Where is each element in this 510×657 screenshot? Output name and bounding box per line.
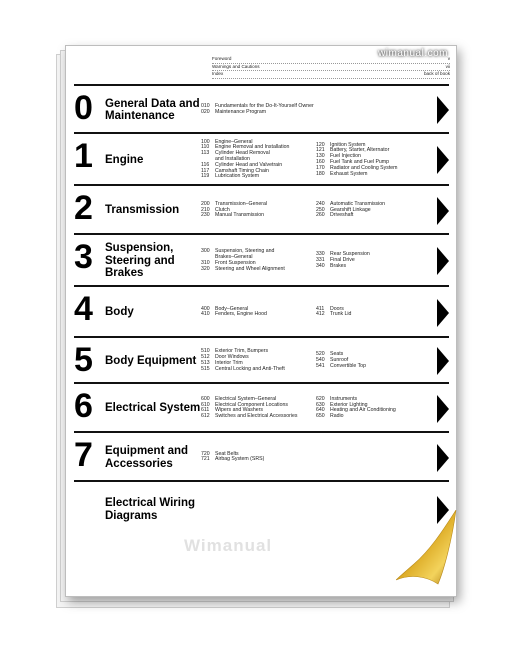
subsection-text: Instruments [330,395,358,402]
subsection-item [316,414,396,420]
subsection-text: Suspension, Steering and [215,248,275,255]
subsection-text: Brakes [330,262,347,269]
subsection-text: Fenders, Engine Hood [215,311,267,318]
subsection-code: 240 [316,200,325,207]
subsection-text: Transmission–General [215,200,267,207]
subsection-text: Radiator and Cooling System [330,164,398,171]
section-number: 6 [74,387,93,425]
section-title: Suspension, Steering and Brakes [105,242,175,280]
subsection-item [316,364,366,370]
subsection-column [201,249,285,272]
subsection-code: 010 [201,103,210,110]
subsection-item [201,174,289,180]
subsection-item [201,267,285,273]
subsection-code: 600 [201,395,210,402]
front-matter-page: v [447,56,450,61]
section-title: Equipment and Accessories [105,445,189,470]
subsection-item [201,414,297,420]
subsection-column [201,349,285,372]
section-tab-arrow-icon[interactable] [437,347,449,375]
subsection-code: 540 [316,357,325,364]
subsection-code: 250 [316,206,325,213]
subsection-code: 510 [201,348,210,355]
section-tab-arrow-icon[interactable] [437,395,449,423]
section-7[interactable] [74,431,449,482]
subsection-text: Heating and Air Conditioning [330,407,396,414]
subsection-code: 260 [316,212,325,219]
subsection-text: Electrical Component Locations [215,401,288,408]
section-title: General Data and Maintenance [105,97,200,122]
subsection-text: Interior Trim [215,359,243,366]
section-title: Electrical System [105,402,201,415]
subsection-item [201,367,285,373]
section-4[interactable] [74,285,449,338]
subsection-code: 130 [316,153,325,160]
section-number: 3 [74,238,93,276]
section-6[interactable] [74,382,449,433]
section-title: Transmission [105,204,180,217]
subsection-text: Central Locking and Anti-Theft [215,365,285,372]
section-3[interactable] [74,233,449,287]
subsection-code: 020 [201,108,210,115]
subsection-code: 720 [201,450,210,457]
section-number: 7 [74,436,93,474]
page-curl-icon [396,510,458,596]
subsection-text: Exterior Trim, Bumpers [215,348,269,355]
subsection-code: 310 [201,259,210,266]
subsection-code: 512 [201,354,210,361]
subsection-text: Convertible Top [330,362,366,369]
subsection-code: 300 [201,248,210,255]
subsection-text: Switches and Electrical Accessories [215,413,298,420]
subsection-column [316,352,366,369]
subsection-item [316,172,397,178]
section-number: 0 [74,89,93,127]
subsection-item [316,264,370,270]
subsection-item [201,457,264,463]
front-matter-row [212,71,450,79]
front-matter-row [212,56,450,64]
subsection-code: 160 [316,158,325,165]
subsection-text: Gearshift Linkage [330,206,371,213]
section-2[interactable] [74,184,449,235]
watermark-logo: Wimanual [184,536,273,555]
section-tab-arrow-icon[interactable] [437,444,449,472]
subsection-code: 116 [201,161,210,168]
subsection-item [316,213,385,219]
front-matter-title: Index [212,71,224,77]
watermark-text: wimanual.com [378,48,448,59]
subsection-code: 640 [316,407,325,414]
subsection-column [201,452,264,464]
subsection-item [201,312,267,318]
subsection-text: Ignition System [330,141,366,148]
subsection-column [316,397,396,420]
subsection-code: 230 [201,212,210,219]
section-title: Electrical Wiring Diagrams [105,497,196,522]
subsection-text: Door Windows [215,354,249,361]
front-matter-row [212,64,450,72]
subsection-code: 210 [201,206,210,213]
subsection-text: Automatic Transmission [330,200,386,207]
subsection-text: Seats [330,351,344,358]
subsection-column [201,397,297,420]
subsection-code: 120 [316,141,325,148]
subsection-code: 412 [316,311,325,318]
section-tab-arrow-icon[interactable] [437,96,449,124]
section-tab-arrow-icon[interactable] [437,197,449,225]
subsection-code: 113 [201,150,210,157]
subsection-code: 400 [201,305,210,312]
subsection-column [201,140,289,181]
section-title: Body [105,306,134,319]
section-tab-arrow-icon[interactable] [437,247,449,275]
subsection-text: Seat Belts [215,450,239,457]
subsection-text: Exterior Lighting [330,401,368,408]
subsection-text: Driveshaft [330,212,354,219]
section-wiring[interactable] [74,480,449,537]
subsection-text: Fuel Tank and Fuel Pump [330,158,390,165]
subsection-code: 650 [316,413,325,420]
subsection-code: 180 [316,170,325,177]
subsection-text: Airbag System (SRS) [215,456,265,463]
subsection-text: Exhaust System [330,170,368,177]
subsection-column [316,143,397,178]
subsection-column [316,252,370,269]
subsection-code: 611 [201,407,210,414]
subsection-column [316,202,385,219]
section-number: 2 [74,189,93,227]
subsection-column [201,104,314,116]
subsection-text: Electrical System–General [215,395,277,402]
subsection-code: 320 [201,265,210,272]
subsection-text: Sunroof [330,357,349,364]
section-title: Body Equipment [105,354,197,367]
subsection-text: Trunk Lid [330,311,352,318]
subsection-code: 721 [201,456,210,463]
subsection-column [201,307,267,319]
subsection-text: Engine Removal and Installation [215,144,290,151]
subsection-code: 331 [316,257,325,264]
section-0[interactable] [74,84,449,134]
subsection-code: 200 [201,200,210,207]
front-matter-page: back of book [423,71,450,77]
front-matter-page: vii [445,63,450,69]
subsection-text: Fundamentals for the Do-It-Yourself Owner [215,103,314,110]
subsection-text: Maintenance Program [215,108,267,115]
subsection-code: 620 [316,395,325,402]
section-tab-arrow-icon[interactable] [437,299,449,327]
subsection-item [201,213,267,219]
section-number: 1 [74,137,93,175]
front-matter [212,56,450,79]
section-number: 4 [74,290,93,328]
subsection-column [201,202,267,219]
subsection-text: Manual Transmission [215,212,265,219]
subsection-code: 121 [316,147,325,154]
subsection-code: 630 [316,401,325,408]
subsection-text: Body–General [215,305,249,312]
subsection-text: Fuel Injection [330,153,361,160]
subsection-text: Wipers and Washers [215,407,263,414]
subsection-code: 410 [201,311,210,318]
subsection-text: Final Drive [330,257,355,264]
subsection-code: 411 [316,305,325,312]
subsection-code: 541 [316,362,325,369]
subsection-code: 117 [201,167,210,174]
subsection-column [316,307,351,319]
subsection-text: Cylinder Head and Valvetrain [215,161,283,168]
subsection-code: 340 [316,262,325,269]
subsection-item [201,110,314,116]
subsection-text: Cylinder Head Removal [215,150,270,157]
subsection-code: 170 [316,164,325,171]
subsection-text: Lubrication System [215,173,260,180]
section-tab-arrow-icon[interactable] [437,146,449,174]
section-title: Engine [105,153,144,166]
subsection-code: 110 [201,144,210,151]
subsection-code: 513 [201,359,210,366]
subsection-text: Radio [330,413,344,420]
subsection-text: Clutch [215,206,230,213]
subsection-code: 100 [201,138,210,145]
section-1[interactable] [74,132,449,186]
subsection-text: Doors [330,305,344,312]
subsection-code: 612 [201,413,210,420]
section-number: 5 [74,341,93,379]
subsection-text: Camshaft Timing Chain [215,167,269,174]
subsection-code: 610 [201,401,210,408]
subsection-code: 515 [201,365,210,372]
subsection-text: Rear Suspension [330,251,370,258]
subsection-text: Battery, Starter, Alternator [330,147,390,154]
subsection-code: 520 [316,351,325,358]
section-5[interactable] [74,336,449,384]
subsection-code: 119 [201,173,210,180]
subsection-text: and Installation [215,156,250,163]
subsection-code: 330 [316,251,325,258]
subsection-text: Front Suspension [215,259,256,266]
subsection-text: Engine–General [215,138,253,145]
subsection-text: Steering and Wheel Alignment [215,265,285,272]
subsection-text: Brakes–General [215,254,253,261]
front-matter-title: Foreword [212,56,232,61]
front-matter-title: Warnings and Cautions [212,63,260,69]
subsection-item [316,312,351,318]
